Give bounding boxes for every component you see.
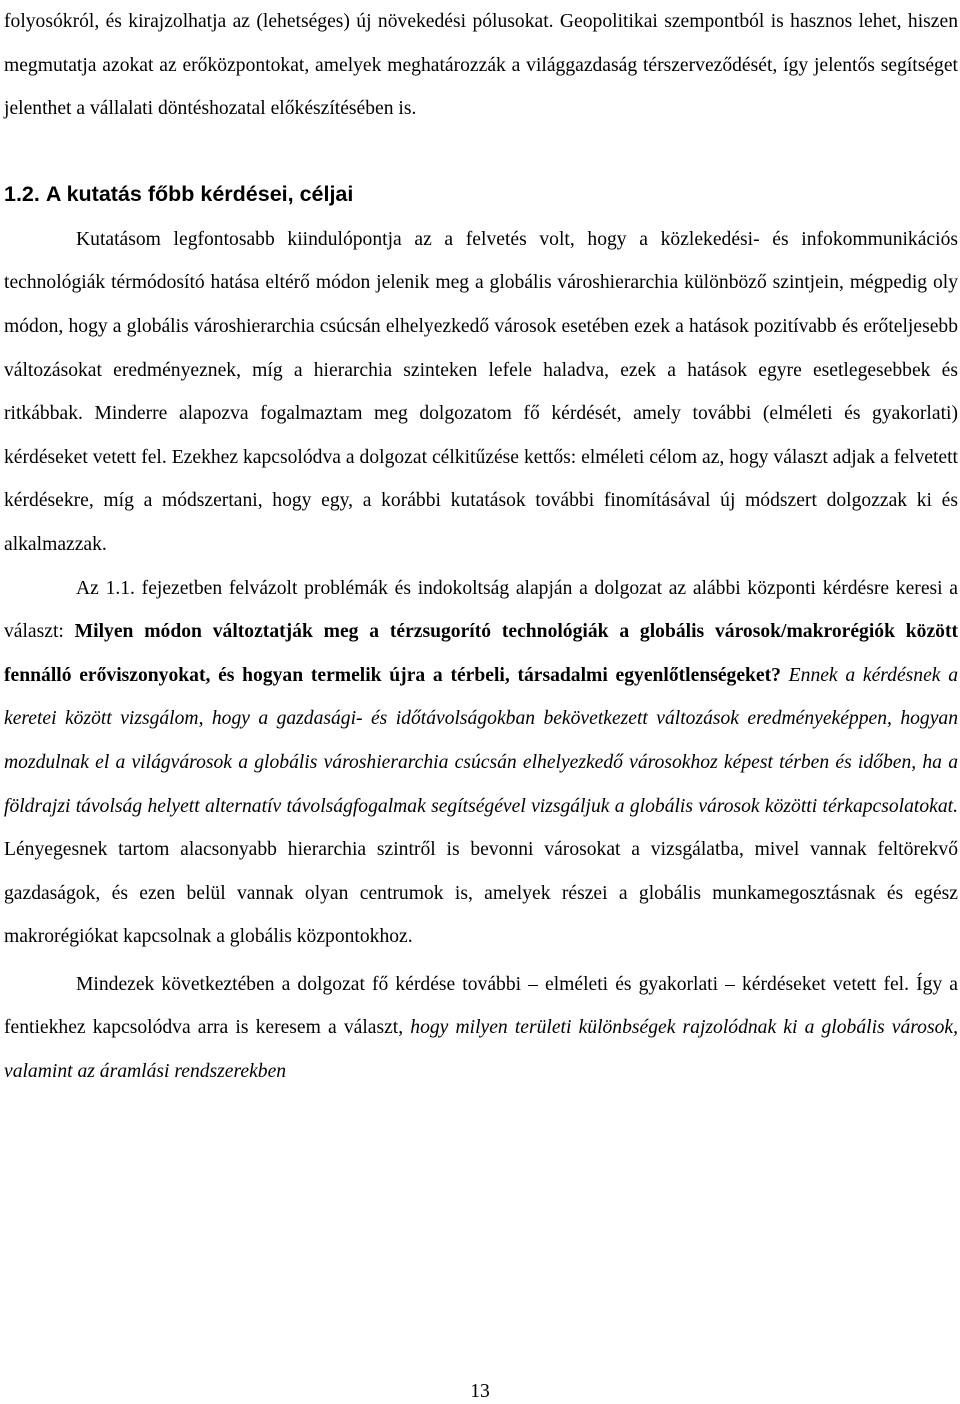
intro-paragraph: folyosókról, és kirajzolhatja az (lehetséges) új növekedési pólusokat. Geopolitikai szempontból is hasznos lehet, hiszen megmutatja azokat az erőközpontokat, amelyek meghatározzák a világgazdaság térszerveződését, így jelentős segítséget jelenthet a vállalati döntéshozatal előkészítésében is. [4,11,958,120]
further-questions-plain: Mindezek következtében a dolgozat fő kérdése további – elméleti és gyakorlati – kérdéseket vetett fel. Így a fentiekhez kapcsolódva arra is keresem a választ, [4,973,958,1039]
paragraph-central-question [4,567,958,959]
further-questions-italic: hogy milyen területi különbségek rajzolódnak ki a globális városok, valamint az áramlási rendszerekben [4,1017,958,1083]
section-title: A kutatás főbb kérdései, céljai [45,181,354,206]
paragraph-research-premise: Kutatásom legfontosabb kiindulópontja az a felvetés volt, hogy a közlekedési- és infokommunikációs technológiák térmódosító hatása eltérő módon jelenik meg a globális városhierarchia különböző szintjein, mégpedig oly módon, hogy a globális városhierarchia csúcsán elhelyezkedő városok esetében ezek a hatások pozitívabb és erőteljesebb változásokat eredményeznek, míg a hierarchia szinteken lefele haladva, ezek a hatások egyre esetlegesebbek és ritkábbak. Minderre alapozva fogalmaztam meg dolgozatom fő kérdését, amely további (elméleti és gyakorlati) kérdéseket vetett fel. Ezekhez kapcsolódva a dolgozat célkitűzése kettős: elméleti célom az, hogy választ adjak a felvetett kérdésekre, míg a módszertani, hogy egy, a korábbi kutatások további finomításával új módszert dolgozzak ki és alkalmazzak. [4,228,958,555]
central-question-italic: Ennek a kérdésnek a keretei között vizsgálom, hogy a gazdasági- és időtávolságokban bekövetkezett változások eredményeképpen, hogyan mozdulnak el a világvárosok a globális városhierarchia csúcsán elhelyezkedő városokhoz képest térben és időben, ha a földrajzi távolság helyett alternatív távolságfogalmak segítségével vizsgáljuk a globális városok közötti térkapcsolatokat. [4,664,958,817]
paragraph-further-questions [4,963,958,1094]
page-number: 13 [470,1381,490,1402]
document-page [4,0,958,1094]
central-question-lead: Az 1.1. fejezetben felvázolt problémák és indokoltság alapján a dolgozat az alábbi központi kérdésre keresi a választ: [4,577,958,643]
section-number: 1.2. [4,181,40,206]
central-question-tail: Lényegesnek tartom alacsonyabb hierarchia szintről is bevonni városokat a vizsgálatba, mivel vannak feltörekvő gazdaságok, és ezen belül vannak olyan centrumok is, amelyek részei a globális munkamegosztásnak és egész makrorégiókat kapcsolnak a globális központokhoz. [4,839,958,948]
section-heading [4,178,958,218]
central-question-bold: Milyen módon változtatják meg a térzsugorító technológiák a globális városok/makrorégiók között fennálló erőviszonyokat, és hogyan termelik újra a térbeli, társadalmi egyenlőtlenségeket? [4,621,958,686]
